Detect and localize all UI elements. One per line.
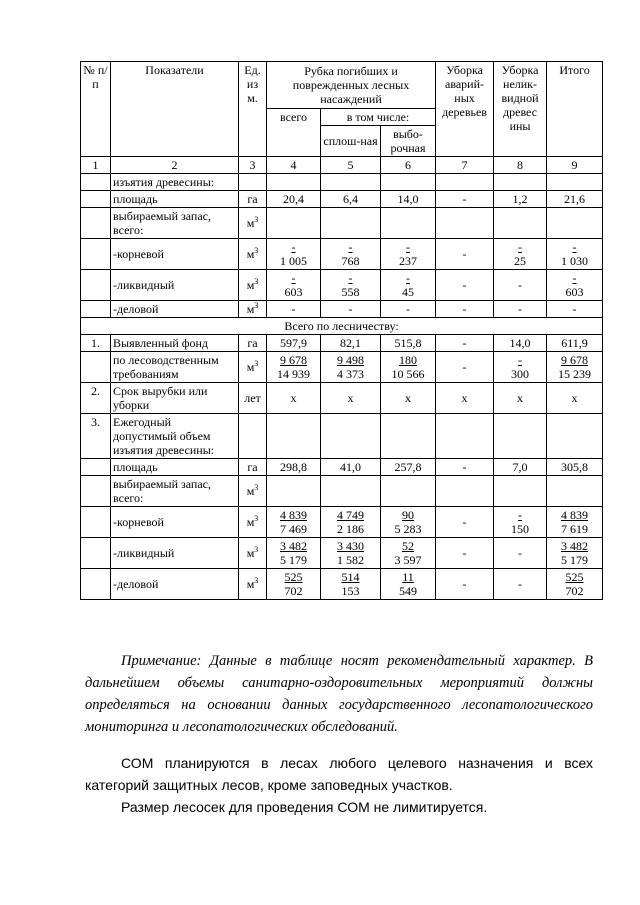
fraction-denominator: 7 619	[561, 522, 589, 536]
header-row	[81, 62, 603, 109]
cell-value	[547, 239, 603, 270]
cell-value: 14,0	[494, 335, 547, 352]
cell-value: 257,8	[381, 459, 436, 476]
cell-num	[81, 569, 111, 600]
cell-value: -	[436, 569, 494, 600]
cell-value: -	[436, 352, 494, 383]
cell-unit	[239, 174, 267, 191]
fraction-value	[561, 539, 588, 567]
fraction-value	[566, 271, 584, 299]
unit-text: м	[246, 515, 255, 529]
fraction-value	[561, 508, 588, 536]
table-row	[81, 352, 603, 383]
cell-value: -	[494, 270, 547, 301]
cell-value: -	[494, 569, 547, 600]
cell-value	[436, 174, 494, 191]
forestry-total-heading: Всего по лесничеству:	[81, 318, 603, 335]
cell-value	[547, 174, 603, 191]
fraction-numerator: -	[406, 240, 410, 254]
table-row	[81, 459, 603, 476]
fraction-denominator: 14 939	[277, 367, 310, 381]
fraction-numerator: -	[572, 240, 577, 254]
cell-value	[321, 239, 381, 270]
cell-value	[321, 569, 381, 600]
fraction-numerator: 9 678	[561, 353, 589, 367]
cell-indicator: Срок вырубки или уборки	[111, 383, 239, 414]
fraction-denominator: 4 373	[337, 367, 364, 381]
cell-value	[321, 270, 381, 301]
cell-value: х	[436, 383, 494, 414]
cell-unit	[239, 301, 267, 318]
cell-value	[547, 208, 603, 239]
unit-exponent: 3	[254, 359, 259, 368]
table-row	[81, 318, 603, 335]
cell-value: х	[494, 383, 547, 414]
cell-indicator: выбираемый запас, всего:	[111, 476, 239, 507]
unit-text: га	[247, 336, 258, 350]
cell-value	[381, 270, 436, 301]
cell-value	[267, 507, 321, 538]
table-row	[81, 476, 603, 507]
forest-measures-table	[80, 61, 603, 600]
fraction-numerator: 4 749	[337, 508, 364, 522]
fraction-denominator: 5 283	[394, 522, 422, 536]
cell-value: 6,4	[321, 191, 381, 208]
cell-value: 7,0	[494, 459, 547, 476]
cell-num	[81, 538, 111, 569]
cell-unit	[239, 507, 267, 538]
cell-value	[321, 538, 381, 569]
cell-value	[267, 476, 321, 507]
header-incl: в том числе:	[321, 109, 436, 126]
fraction-denominator: 1 582	[337, 553, 364, 567]
table-row	[81, 414, 603, 459]
cell-value	[381, 174, 436, 191]
header-indicators: Показатели	[111, 62, 239, 157]
cell-value: -	[436, 459, 494, 476]
fraction-value	[399, 240, 417, 268]
fraction-value	[280, 539, 307, 567]
fraction-numerator: 4 839	[561, 508, 589, 522]
header-total-all: всего	[267, 109, 321, 157]
cell-num	[81, 239, 111, 270]
cell-unit	[239, 476, 267, 507]
cell-num	[81, 208, 111, 239]
cell-indicator: -корневой	[111, 507, 239, 538]
cell-unit	[239, 208, 267, 239]
fraction-denominator: 603	[284, 285, 303, 299]
column-number: 8	[494, 157, 547, 174]
cell-value: 20,4	[267, 191, 321, 208]
fraction-denominator: 25	[514, 254, 527, 268]
fraction-numerator: -	[291, 271, 296, 285]
fraction-denominator: 2 186	[337, 522, 364, 536]
fraction-denominator: 10 566	[391, 367, 425, 381]
fraction-denominator: 702	[565, 584, 584, 598]
cell-value	[381, 414, 436, 459]
fraction-denominator: 549	[399, 584, 417, 598]
unit-exponent: 3	[254, 514, 259, 523]
table-row	[81, 239, 603, 270]
cell-value	[547, 414, 603, 459]
cell-value: -	[436, 335, 494, 352]
paragraph-limits-text: Размер лесосек для проведения СОМ не лимитируется.	[121, 799, 488, 815]
cell-value: 21,6	[547, 191, 603, 208]
fraction-denominator: 1 005	[280, 254, 307, 268]
table-row	[81, 383, 603, 414]
column-number: 9	[547, 157, 603, 174]
column-numbers-row	[81, 157, 603, 174]
fraction-denominator: 5 179	[280, 553, 307, 567]
column-number: 6	[381, 157, 436, 174]
fraction-value	[285, 271, 303, 299]
fraction-numerator: 3 482	[561, 539, 589, 553]
note-text: Примечание: Данные в таблице носят рекомендательный характер. В дальнейшем объемы санитарно-оздоровительных мероприятий должны определяться на основании данных государственного лесопатологического мониторинга и лесопатологических обследований.	[85, 653, 593, 735]
cell-value	[381, 538, 436, 569]
unit-exponent: 3	[254, 301, 259, 310]
fraction-denominator: 558	[341, 285, 360, 299]
cell-unit	[239, 335, 267, 352]
cell-unit	[239, 538, 267, 569]
cell-value	[436, 476, 494, 507]
cell-value	[267, 174, 321, 191]
cell-value	[494, 476, 547, 507]
cell-value: -	[494, 301, 547, 318]
fraction-denominator: 5 179	[561, 553, 589, 567]
cell-value	[436, 414, 494, 459]
fraction-value	[558, 353, 591, 381]
fraction-numerator: 52	[402, 539, 414, 553]
table-row	[81, 538, 603, 569]
unit-exponent: 3	[254, 576, 259, 585]
cell-value	[381, 569, 436, 600]
cell-value: 1,2	[494, 191, 547, 208]
cell-value	[381, 507, 436, 538]
cell-indicator: -деловой	[111, 301, 239, 318]
cell-value	[267, 352, 321, 383]
cell-value: х	[267, 383, 321, 414]
cell-value: -	[547, 301, 603, 318]
unit-exponent: 3	[254, 215, 259, 224]
unit-exponent: 3	[254, 246, 259, 255]
header-felling: Рубка погибших и поврежденных лесных насаждений	[267, 62, 436, 109]
fraction-value	[342, 271, 360, 299]
cell-unit	[239, 191, 267, 208]
cell-value: -	[436, 507, 494, 538]
cell-value	[381, 476, 436, 507]
table-row	[81, 208, 603, 239]
cell-value	[547, 538, 603, 569]
cell-value: 611,9	[547, 335, 603, 352]
cell-indicator: по лесоводственным требованиям	[111, 352, 239, 383]
cell-unit	[239, 270, 267, 301]
cell-indicator: -ликвидный	[111, 270, 239, 301]
fraction-numerator: 9 678	[280, 353, 307, 367]
fraction-value	[566, 570, 584, 598]
cell-indicator: Выявленный фонд	[111, 335, 239, 352]
unit-text: м	[246, 247, 255, 261]
cell-value	[321, 174, 381, 191]
unit-text: м	[246, 278, 255, 292]
fraction-value	[280, 508, 307, 536]
fraction-value	[342, 240, 360, 268]
cell-unit	[239, 459, 267, 476]
cell-num	[81, 507, 111, 538]
cell-value	[321, 352, 381, 383]
fraction-numerator: -	[518, 240, 523, 254]
cell-value	[547, 476, 603, 507]
cell-num	[81, 459, 111, 476]
header-illiquid: Уборка нелик-видной древес ины	[494, 62, 547, 157]
cell-value	[547, 569, 603, 600]
fraction-denominator: 153	[341, 584, 360, 598]
fraction-numerator: 4 839	[280, 508, 307, 522]
unit-text: м	[246, 302, 255, 316]
cell-value	[494, 414, 547, 459]
fraction-numerator: 525	[284, 570, 303, 584]
paragraph-scope-text: СОМ планируются в лесах любого целевого назначения и всех категорий защитных лесов, кроме заповедных участков.	[85, 755, 593, 793]
cell-value: -	[436, 191, 494, 208]
fraction-value	[280, 240, 307, 268]
cell-indicator: Ежегодный допустимый объем изъятия древесины:	[111, 414, 239, 459]
fraction-value	[342, 570, 360, 598]
fraction-value	[402, 271, 414, 299]
cell-value	[381, 239, 436, 270]
fraction-numerator: -	[348, 240, 353, 254]
fraction-numerator: -	[348, 271, 353, 285]
unit-text: га	[247, 192, 258, 206]
unit-text: м	[246, 577, 255, 591]
header-windfall: Уборка аварий-ных деревьев	[436, 62, 494, 157]
fraction-numerator: 3 430	[337, 539, 364, 553]
table-row	[81, 174, 603, 191]
fraction-value	[511, 353, 529, 381]
cell-value	[436, 208, 494, 239]
cell-value: 305,8	[547, 459, 603, 476]
cell-value	[321, 208, 381, 239]
cell-num: 3.	[81, 414, 111, 459]
cell-num	[81, 476, 111, 507]
cell-indicator: площадь	[111, 459, 239, 476]
cell-indicator: выбираемый запас, всего:	[111, 208, 239, 239]
cell-value	[494, 174, 547, 191]
fraction-value	[337, 508, 364, 536]
fraction-value	[511, 508, 529, 536]
cell-value	[321, 476, 381, 507]
cell-indicator: площадь	[111, 191, 239, 208]
table-body	[81, 62, 603, 600]
unit-text: га	[247, 460, 258, 474]
unit-exponent: 3	[254, 545, 259, 554]
cell-value	[267, 208, 321, 239]
column-number: 7	[436, 157, 494, 174]
table-row	[81, 301, 603, 318]
cell-value	[381, 352, 436, 383]
column-number: 1	[81, 157, 111, 174]
fraction-numerator: -	[291, 240, 296, 254]
fraction-denominator: 1 030	[561, 254, 589, 268]
header-total: Итого	[547, 62, 603, 157]
cell-value	[547, 270, 603, 301]
table-row	[81, 270, 603, 301]
cell-value: 14,0	[381, 191, 436, 208]
cell-value: -	[381, 301, 436, 318]
fraction-numerator: -	[518, 508, 523, 522]
fraction-numerator: 525	[565, 570, 584, 584]
table-note	[85, 650, 593, 738]
fraction-value	[277, 353, 310, 381]
fraction-value	[337, 539, 364, 567]
cell-num	[81, 191, 111, 208]
fraction-value	[337, 353, 364, 381]
cell-value: -	[436, 538, 494, 569]
fraction-denominator: 768	[341, 254, 360, 268]
paragraph-scope	[85, 752, 593, 796]
cell-value	[267, 569, 321, 600]
cell-value	[267, 239, 321, 270]
fraction-denominator: 150	[511, 522, 530, 536]
cell-value	[494, 507, 547, 538]
cell-value	[321, 414, 381, 459]
cell-value: х	[547, 383, 603, 414]
cell-indicator: -ликвидный	[111, 538, 239, 569]
cell-value	[381, 208, 436, 239]
cell-value: -	[267, 301, 321, 318]
fraction-denominator: 3 597	[394, 553, 422, 567]
cell-value	[494, 208, 547, 239]
fraction-denominator: 702	[284, 584, 303, 598]
fraction-denominator: 15 239	[558, 367, 592, 381]
table-row	[81, 335, 603, 352]
cell-num: 2.	[81, 383, 111, 414]
header-selective: выбо-рочная	[381, 126, 436, 157]
fraction-denominator: 300	[511, 367, 530, 381]
cell-value: 41,0	[321, 459, 381, 476]
column-number: 3	[239, 157, 267, 174]
cell-num	[81, 352, 111, 383]
fraction-denominator: 237	[399, 254, 417, 268]
cell-unit	[239, 239, 267, 270]
unit-exponent: 3	[254, 277, 259, 286]
column-number: 4	[267, 157, 321, 174]
cell-value	[321, 507, 381, 538]
header-unit: Ед. из м.	[239, 62, 267, 157]
cell-value: 597,9	[267, 335, 321, 352]
cell-unit	[239, 383, 267, 414]
header-num: № п/п	[81, 62, 111, 157]
fraction-numerator: -	[406, 271, 410, 285]
cell-value	[494, 352, 547, 383]
cell-num	[81, 174, 111, 191]
cell-value: -	[436, 239, 494, 270]
fraction-value	[561, 240, 588, 268]
cell-value: х	[321, 383, 381, 414]
fraction-numerator: 90	[402, 508, 414, 522]
cell-unit	[239, 352, 267, 383]
fraction-numerator: 11	[402, 570, 414, 584]
unit-text: м	[246, 360, 255, 374]
cell-value: х	[381, 383, 436, 414]
cell-value: 82,1	[321, 335, 381, 352]
fraction-value	[395, 508, 422, 536]
cell-value: -	[321, 301, 381, 318]
unit-text: м	[246, 216, 255, 230]
table-row	[81, 191, 603, 208]
fraction-value	[395, 539, 422, 567]
fraction-denominator: 7 469	[280, 522, 307, 536]
fraction-value	[285, 570, 303, 598]
fraction-denominator: 45	[402, 285, 414, 299]
fraction-numerator: 514	[341, 570, 360, 584]
unit-text: лет	[244, 391, 261, 405]
table-row	[81, 507, 603, 538]
cell-num	[81, 270, 111, 301]
cell-value: -	[494, 538, 547, 569]
cell-indicator: -деловой	[111, 569, 239, 600]
cell-value: -	[436, 301, 494, 318]
unit-exponent: 3	[254, 483, 259, 492]
cell-value: 298,8	[267, 459, 321, 476]
header-solid: сплош-ная	[321, 126, 381, 157]
cell-num	[81, 301, 111, 318]
cell-value: -	[436, 270, 494, 301]
cell-value	[267, 538, 321, 569]
fraction-numerator: -	[572, 271, 577, 285]
fraction-value	[399, 570, 417, 598]
cell-value	[267, 414, 321, 459]
fraction-numerator: 9 498	[337, 353, 364, 367]
fraction-denominator: 603	[565, 285, 584, 299]
cell-value	[547, 507, 603, 538]
table-row	[81, 569, 603, 600]
fraction-value	[514, 240, 526, 268]
cell-unit	[239, 569, 267, 600]
fraction-numerator: 180	[399, 353, 417, 367]
paragraph-limits	[85, 796, 593, 818]
cell-value	[547, 352, 603, 383]
cell-value	[494, 239, 547, 270]
cell-num: 1.	[81, 335, 111, 352]
cell-indicator: -корневой	[111, 239, 239, 270]
cell-unit	[239, 414, 267, 459]
column-number: 5	[321, 157, 381, 174]
fraction-numerator: -	[518, 353, 523, 367]
cell-value	[267, 270, 321, 301]
fraction-numerator: 3 482	[280, 539, 307, 553]
column-number: 2	[111, 157, 239, 174]
cell-indicator: изъятия древесины:	[111, 174, 239, 191]
unit-text: м	[246, 484, 255, 498]
fraction-value	[392, 353, 425, 381]
cell-value: 515,8	[381, 335, 436, 352]
unit-text: м	[246, 546, 255, 560]
